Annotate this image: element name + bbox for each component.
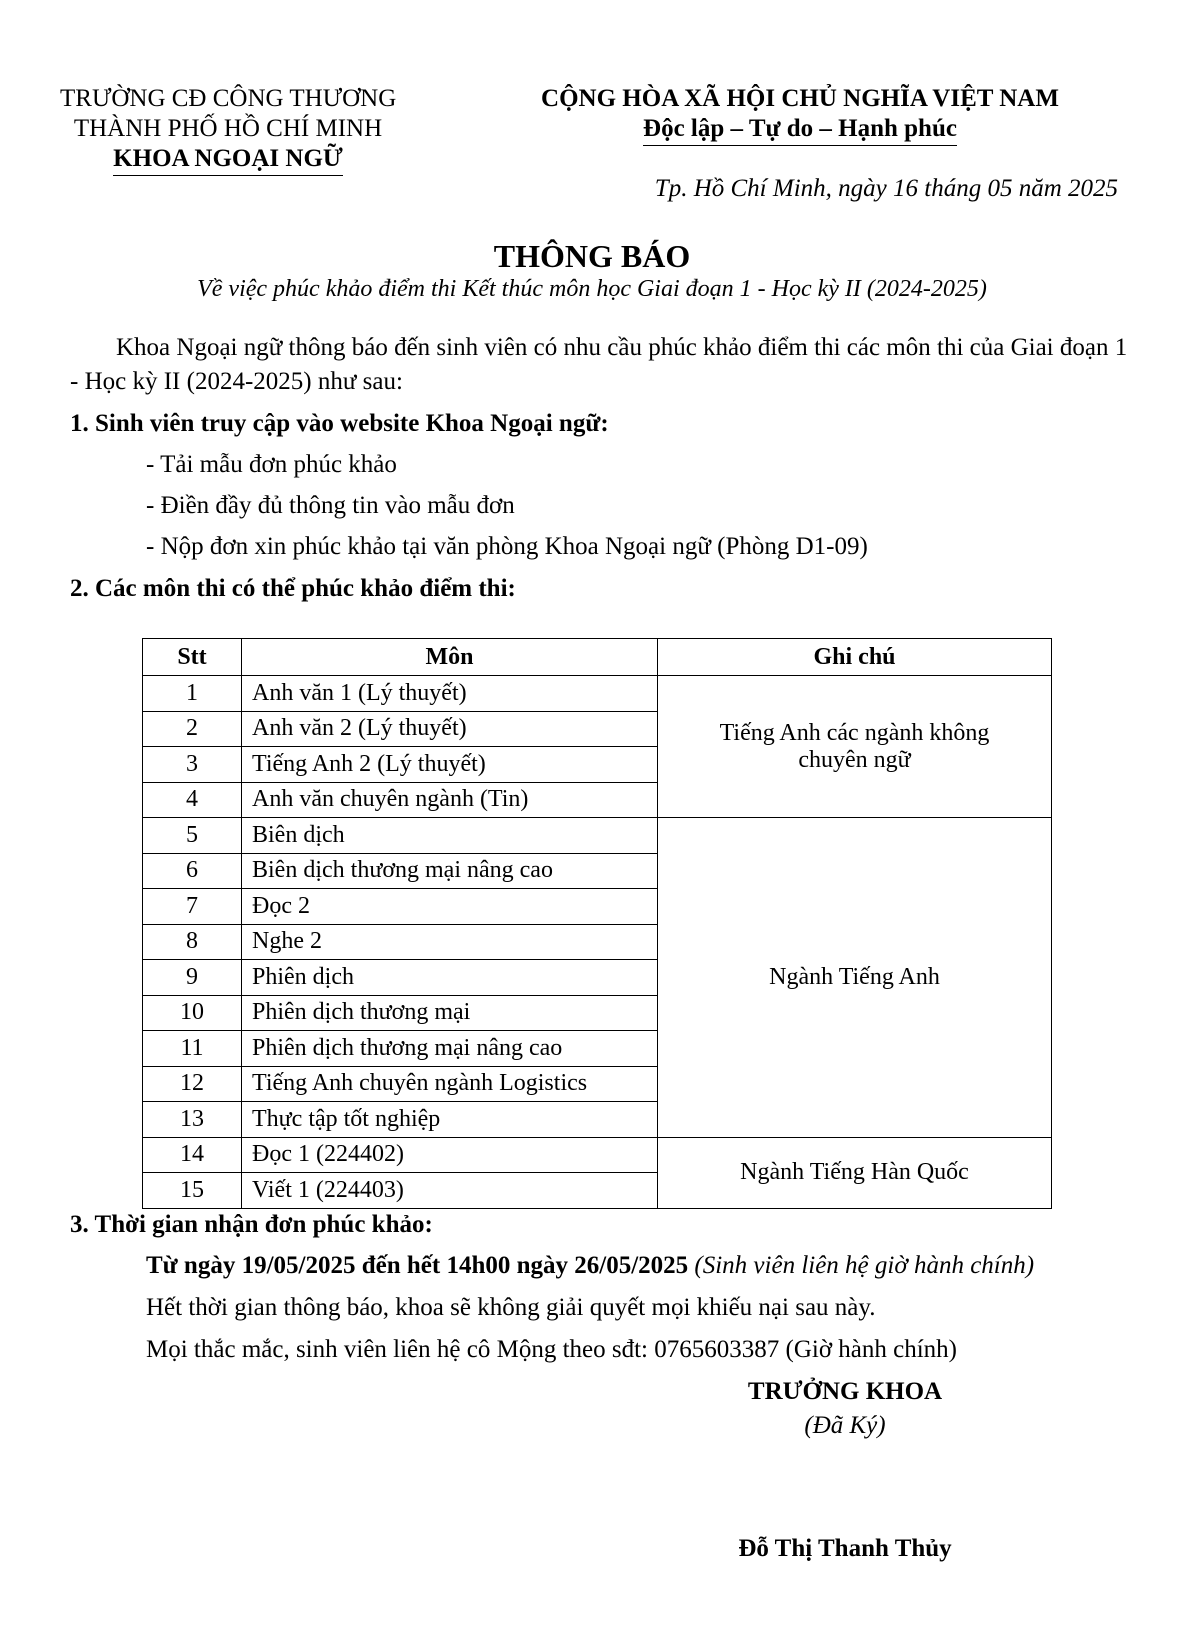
row-stt: 12: [143, 1066, 242, 1102]
submission-dates: Từ ngày 19/05/2025 đến hết 14h00 ngày 26/05/2025: [146, 1252, 689, 1279]
faculty-name: KHOA NGOẠI NGỮ: [113, 144, 343, 176]
table-row: [143, 676, 1052, 712]
row-subject: Phiên dịch thương mại: [242, 995, 658, 1031]
header-ghi-chu: Ghi chú: [658, 639, 1052, 676]
deadline-notice: Hết thời gian thông báo, khoa sẽ không giải quyết mọi khiếu nại sau này.: [146, 1294, 876, 1321]
row-subject: Anh văn 2 (Lý thuyết): [242, 711, 658, 747]
institution-header: [60, 84, 396, 176]
table-row: [143, 818, 1052, 854]
row-stt: 15: [143, 1173, 242, 1209]
header-stt: Stt: [143, 639, 242, 676]
row-subject: Tiếng Anh 2 (Lý thuyết): [242, 747, 658, 783]
row-stt: 14: [143, 1137, 242, 1173]
row-subject: Viết 1 (224403): [242, 1173, 658, 1209]
row-stt: 8: [143, 924, 242, 960]
row-stt: 3: [143, 747, 242, 783]
row-subject: Anh văn 1 (Lý thuyết): [242, 676, 658, 712]
row-subject: Anh văn chuyên ngành (Tin): [242, 782, 658, 818]
row-subject: Nghe 2: [242, 924, 658, 960]
submission-period: [146, 1251, 1034, 1281]
country-name: CỘNG HÒA XÃ HỘI CHỦ NGHĨA VIỆT NAM: [541, 85, 1059, 112]
contact-info: Mọi thắc mắc, sinh viên liên hệ cô Mộng theo sđt: 0765603387 (Giờ hành chính): [146, 1336, 957, 1363]
section1-item: - Nộp đơn xin phúc khảo tại văn phòng Khoa Ngoại ngữ (Phòng D1-09): [146, 533, 868, 560]
row-note: Tiếng Anh các ngành không chuyên ngữ: [658, 676, 1052, 818]
section1-item: - Tải mẫu đơn phúc khảo: [146, 451, 397, 478]
section3-heading: 3. Thời gian nhận đơn phúc khảo:: [70, 1211, 433, 1238]
submission-note: (Sinh viên liên hệ giờ hành chính): [694, 1252, 1035, 1279]
row-subject: Đọc 1 (224402): [242, 1137, 658, 1173]
row-stt: 1: [143, 676, 242, 712]
signer-name: Đỗ Thị Thanh Thủy: [738, 1535, 952, 1562]
row-note: Ngành Tiếng Hàn Quốc: [658, 1137, 1052, 1208]
row-stt: 4: [143, 782, 242, 818]
row-stt: 13: [143, 1102, 242, 1138]
document-date: Tp. Hồ Chí Minh, ngày 16 tháng 05 năm 2025: [654, 175, 1118, 202]
signer-role: TRƯỞNG KHOA: [747, 1378, 943, 1405]
section1-heading: 1. Sinh viên truy cập vào website Khoa Ngoại ngữ:: [70, 410, 609, 437]
table-row: [143, 1137, 1052, 1173]
national-header: [500, 84, 1100, 146]
table-header-row: [143, 639, 1052, 676]
document-title: THÔNG BÁO: [493, 238, 691, 274]
school-name-line2: THÀNH PHỐ HỒ CHÍ MINH: [73, 115, 383, 142]
intro-paragraph: Khoa Ngoại ngữ thông báo đến sinh viên có nhu cầu phúc khảo điểm thi các môn thi của Giai đoạn 1 - Học kỳ II (2024-2025) như sau:: [70, 334, 1128, 395]
row-stt: 2: [143, 711, 242, 747]
school-name-line1: TRƯỜNG CĐ CÔNG THƯƠNG: [60, 85, 397, 112]
row-stt: 7: [143, 889, 242, 925]
row-subject: Phiên dịch: [242, 960, 658, 996]
row-stt: 5: [143, 818, 242, 854]
section1-item: - Điền đầy đủ thông tin vào mẫu đơn: [146, 492, 515, 519]
row-stt: 9: [143, 960, 242, 996]
row-stt: 6: [143, 853, 242, 889]
header-mon: Môn: [242, 639, 658, 676]
national-motto: Độc lập – Tự do – Hạnh phúc: [643, 114, 957, 146]
row-subject: Biên dịch thương mại nâng cao: [242, 853, 658, 889]
signed-status: (Đã Ký): [804, 1412, 886, 1439]
row-subject: Thực tập tốt nghiệp: [242, 1102, 658, 1138]
row-stt: 11: [143, 1031, 242, 1067]
document-subtitle: Về việc phúc khảo điểm thi Kết thúc môn học Giai đoạn 1 - Học kỳ II (2024-2025): [197, 276, 987, 302]
row-subject: Biên dịch: [242, 818, 658, 854]
row-note: Ngành Tiếng Anh: [658, 818, 1052, 1138]
row-subject: Đọc 2: [242, 889, 658, 925]
section2-heading: 2. Các môn thi có thể phúc khảo điểm thi:: [70, 575, 516, 602]
row-subject: Tiếng Anh chuyên ngành Logistics: [242, 1066, 658, 1102]
subjects-table: [142, 638, 1052, 1209]
row-subject: Phiên dịch thương mại nâng cao: [242, 1031, 658, 1067]
row-stt: 10: [143, 995, 242, 1031]
